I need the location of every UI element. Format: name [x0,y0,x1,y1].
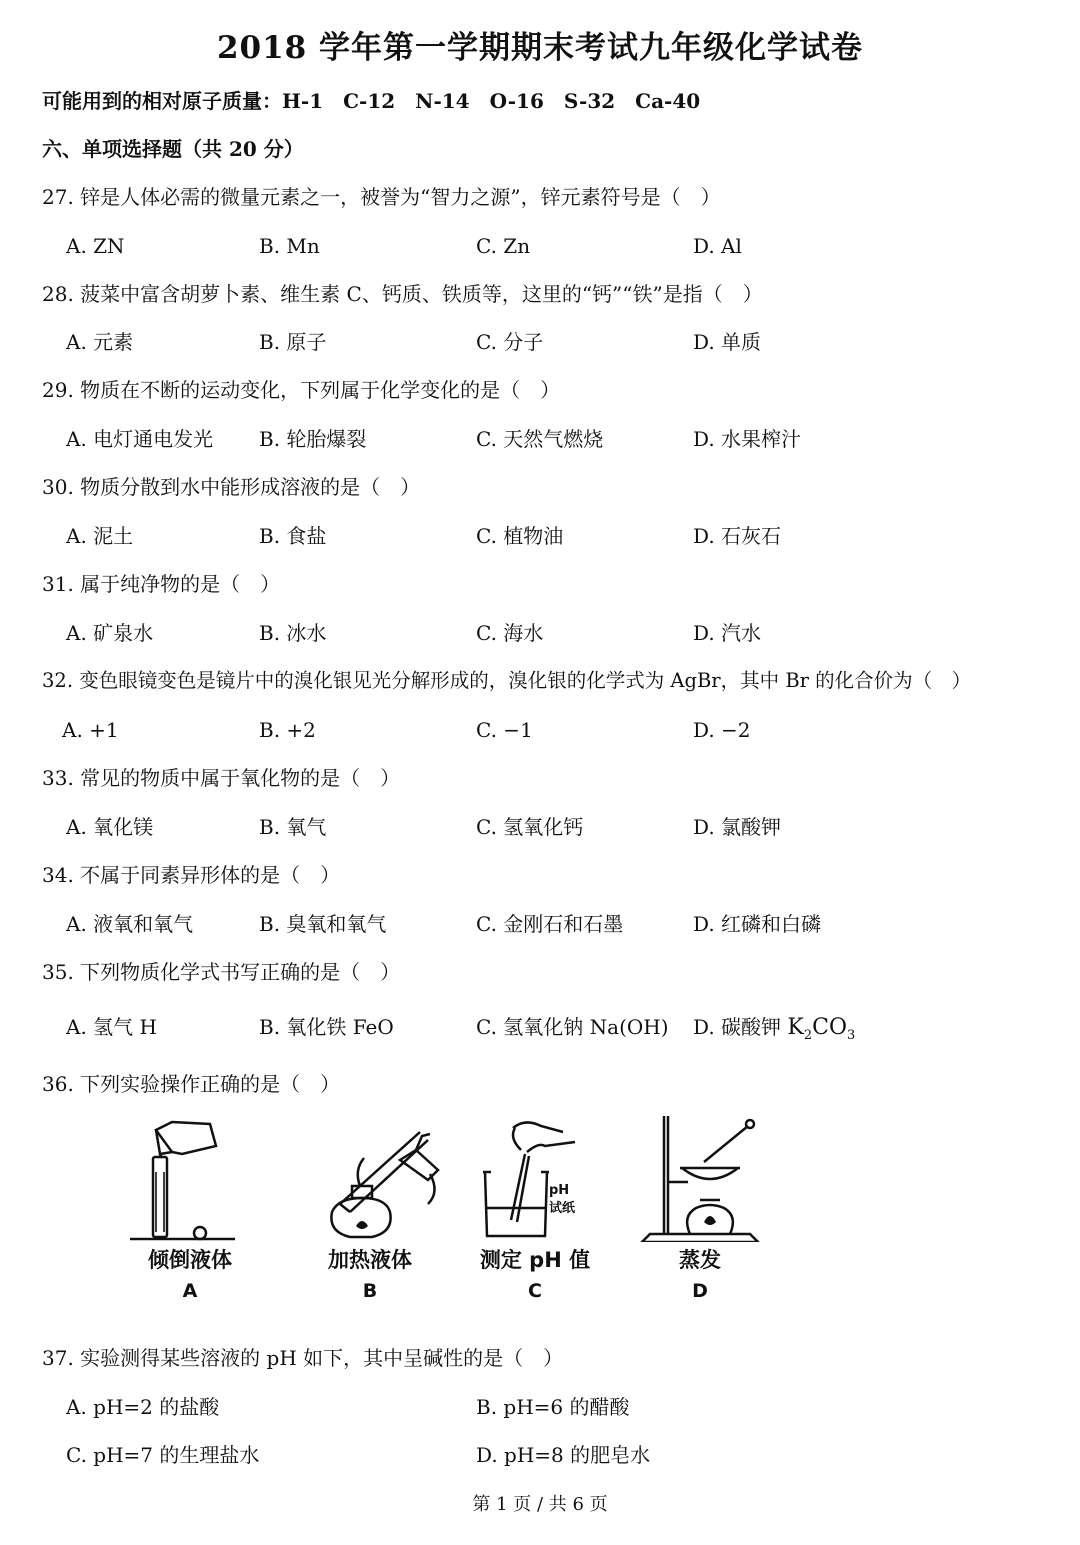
option-c: C. 植物油 [476,524,564,548]
option-c: C. 分子 [476,330,544,354]
option-c: C. −1 [476,718,533,742]
ph-inset-label: pH [549,1183,570,1198]
option-row [0,619,1080,647]
option-row [0,1013,1080,1041]
figure-d [630,1112,770,1327]
heating-liquid-icon [290,1112,450,1242]
option-c: C. 天然气燃烧 [476,427,604,451]
option-b: B. 食盐 [259,524,327,548]
figure-label: 加热液体 [328,1248,412,1272]
option-d-prefix: D. 碳酸钾 [693,1015,788,1039]
option-b: B. 轮胎爆裂 [259,427,367,451]
question-stem: 32. 变色眼镜变色是镜片中的溴化银见光分解形成的，溴化银的化学式为 AgBr，其中 Br 的化合价为（ ） [42,669,972,692]
question-stem: 37. 实验测得某些溶液的 pH 如下，其中呈碱性的是（ ） [42,1346,564,1370]
formula-k-subscript: 2 [803,1028,813,1043]
option-d: D. 汽水 [693,621,762,645]
lab-figures [120,1112,780,1327]
option-c: C. 氢氧化钠 Na(OH) [476,1015,669,1039]
option-d: D. pH=8 的肥皂水 [476,1443,651,1467]
option-row [0,425,1080,453]
option-row [0,232,1080,260]
option-b: B. 冰水 [259,621,327,645]
option-d: D. 氯酸钾 [693,815,782,839]
figure-letter: A [182,1280,198,1302]
option-b: B. 氧化铁 FeO [259,1015,394,1039]
question-stem: 27. 锌是人体必需的微量元素之一，被誉为“智力之源”，锌元素符号是（ ） [42,185,721,209]
option-row [0,328,1080,356]
option-a: A. 元素 [66,330,134,354]
option-a: A. ZN [66,234,125,258]
option-d: D. Al [693,234,742,258]
formula-co: CO [812,1015,847,1040]
option-a: A. 矿泉水 [66,621,154,645]
option-c: C. Zn [476,234,531,258]
option-d [693,1013,855,1050]
question-stem: 28. 菠菜中富含胡萝卜素、维生素 C、钙质、铁质等，这里的“钙”“铁”是指（ ） [42,282,763,306]
evaporation-icon [630,1112,780,1242]
option-a: A. 电灯通电发光 [66,427,214,451]
option-d: D. 水果榨汁 [693,427,802,451]
option-row [0,716,1080,744]
option-c: C. 金刚石和石墨 [476,912,624,936]
option-b: B. Mn [259,234,320,258]
option-b: B. 氧气 [259,815,327,839]
option-b: B. 臭氧和氧气 [259,912,387,936]
ph-measurement-icon [465,1112,615,1242]
question-stem: 31. 属于纯净物的是（ ） [42,572,281,596]
question-stem: 29. 物质在不断的运动变化，下列属于化学变化的是（ ） [42,378,561,402]
option-b: B. +2 [259,718,316,742]
figure-a [120,1112,260,1327]
option-row [0,813,1080,841]
option-b: B. 原子 [259,330,327,354]
figure-b [290,1112,430,1327]
figure-letter: B [362,1280,378,1302]
option-c: C. 氢氧化钙 [476,815,584,839]
option-a: A. 泥土 [66,524,134,548]
option-row [0,1393,1080,1421]
option-a: A. 氧化镁 [66,815,154,839]
question-stem: 34. 不属于同素异形体的是（ ） [42,863,341,887]
question-stem: 35. 下列物质化学式书写正确的是（ ） [42,960,401,984]
ph-paper-label: 试纸 [549,1201,576,1216]
question-stem: 36. 下列实验操作正确的是（ ） [42,1072,341,1096]
option-a: A. 氢气 H [66,1015,157,1039]
option-row [0,1441,1080,1469]
figure-label: 蒸发 [679,1248,721,1272]
formula-co-subscript: 3 [847,1028,856,1043]
option-c: C. pH=7 的生理盐水 [66,1443,260,1467]
option-d: D. 单质 [693,330,762,354]
figure-letter: C [528,1280,542,1302]
option-row [0,910,1080,938]
pouring-liquid-icon [120,1112,260,1242]
option-a: A. 液氧和氧气 [66,912,194,936]
page-title: 2018 学年第一学期期末考试九年级化学试卷 [216,30,864,66]
option-d: D. 红磷和白磷 [693,912,822,936]
option-row [0,522,1080,550]
figure-label: 倾倒液体 [148,1248,232,1272]
question-stem: 33. 常见的物质中属于氧化物的是（ ） [42,766,401,790]
figure-label: 测定 pH 值 [479,1248,591,1272]
option-d: D. −2 [693,718,751,742]
option-d: D. 石灰石 [693,524,782,548]
atomic-masses: 可能用到的相对原子质量：H-1 C-12 N-14 O-16 S-32 Ca-40 [42,89,701,113]
option-b: B. pH=6 的醋酸 [476,1395,630,1419]
figure-letter: D [692,1280,708,1302]
question-stem: 30. 物质分散到水中能形成溶液的是（ ） [42,475,421,499]
option-a: A. pH=2 的盐酸 [66,1395,220,1419]
formula-k: K [787,1015,804,1040]
option-c: C. 海水 [476,621,544,645]
section-heading: 六、单项选择题（共 20 分） [42,137,304,161]
option-a: A. +1 [62,718,119,742]
figure-c [465,1112,605,1327]
page-footer: 第 1 页 / 共 6 页 [472,1494,608,1515]
